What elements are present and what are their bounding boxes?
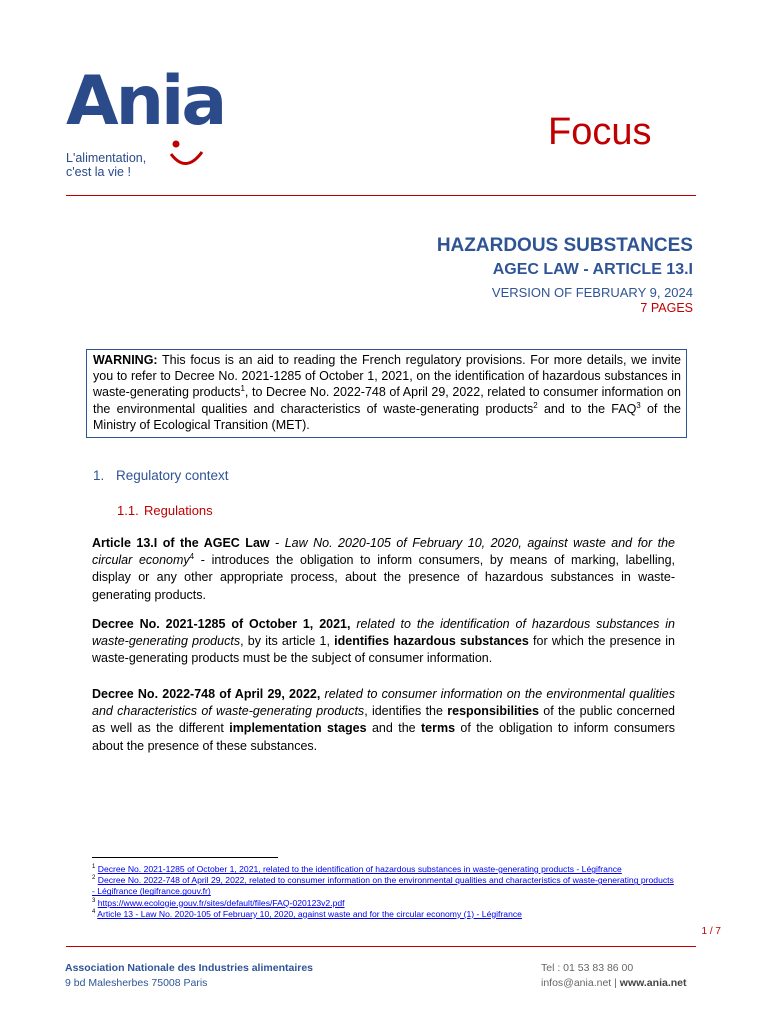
p3-bold-2: responsibilities bbox=[447, 704, 539, 719]
footer-separator: | bbox=[611, 977, 620, 989]
section-heading-1 bbox=[93, 468, 229, 483]
warning-text-2: , to Decree No. 2022-748 of April 29, 2022, related to consumer information on the environmental qualities and characteristics of waste-generating products bbox=[93, 385, 681, 416]
warning-text-1: This focus is an aid to reading the French regulatory provisions. For more details, we invite you to refer to Decree No. 2021-1285 of October 1, 2021, on the identification of hazardous substances in waste-generating products bbox=[93, 353, 681, 400]
document-title: HAZARDOUS SUBSTANCES bbox=[436, 235, 693, 256]
logo-wordmark: Ania bbox=[66, 62, 225, 141]
p2-italic: related to the identification of hazardous substances in waste-generating products bbox=[92, 617, 675, 649]
subsection-title: Regulations bbox=[144, 503, 213, 518]
footnote-link[interactable]: Decree No. 2021-1285 of October 1, 2021, related to the identification of hazardous substances in waste-generating products - Légifrance bbox=[97, 864, 622, 874]
document-subtitle: AGEC LAW - ARTICLE 13.I bbox=[492, 261, 693, 278]
p3-bold: Decree No. 2022-748 of April 29, 2022, bbox=[92, 687, 321, 701]
footnote-ref-2[interactable]: 2 bbox=[533, 400, 538, 410]
subsection-number: 1.1. bbox=[117, 503, 139, 518]
section-title: Regulatory context bbox=[116, 468, 229, 483]
footer-email[interactable]: infos@ania.net bbox=[541, 977, 612, 989]
footnote-4 bbox=[92, 909, 678, 920]
footnote-2 bbox=[92, 875, 678, 897]
warning-label: WARNING: bbox=[93, 353, 158, 367]
warning-box bbox=[86, 349, 687, 438]
footer-contact bbox=[541, 977, 687, 989]
p2-bold: Decree No. 2021-1285 of October 1, 2021, bbox=[92, 617, 351, 631]
p3-text: , identifies the bbox=[364, 704, 448, 719]
document-version: VERSION OF FEBRUARY 9, 2024 bbox=[491, 285, 693, 300]
footer-address: 9 bd Malesherbes 75008 Paris bbox=[65, 977, 208, 989]
footer-phone: Tel : 01 53 83 86 00 bbox=[541, 962, 634, 974]
footnote-number: 4 bbox=[92, 908, 96, 915]
paragraph-decree-2021 bbox=[92, 616, 675, 668]
header-divider bbox=[66, 195, 696, 196]
section-number: 1. bbox=[93, 468, 105, 483]
logo-tagline-1: L'alimentation, bbox=[66, 151, 147, 165]
p1-bold: Article 13.I of the AGEC Law bbox=[92, 536, 270, 550]
title-block bbox=[437, 236, 693, 315]
p2-bold-2: identifies hazardous substances bbox=[334, 634, 529, 649]
footnotes bbox=[92, 864, 678, 920]
paragraph-agec-law bbox=[92, 535, 675, 604]
p1-text-2: - introduces the obligation to inform consumers, by means of marking, labelling, display or any other appropriate process, about the presence of hazardous substances in waste-generating products. bbox=[92, 553, 675, 602]
footer-divider bbox=[66, 946, 696, 947]
footnote-link[interactable]: Decree No. 2022-748 of April 29, 2022, related to consumer information on the environmental qualities and characteristics of waste-generating products - Légifrance (legifrance.gouv.fr) bbox=[92, 875, 674, 897]
p2-text: , by its article 1, bbox=[240, 634, 335, 649]
p1-italic: Law No. 2020-105 of February 10, 2020, against waste and for the circular economy bbox=[92, 536, 675, 568]
footer-association: Association Nationale des Industries alimentaires bbox=[65, 962, 313, 974]
warning-text-3: and to the FAQ bbox=[537, 401, 637, 416]
footnote-link[interactable]: Article 13 - Law No. 2020-105 of February 10, 2020, against waste and for the circular economy (1) - Légifrance bbox=[97, 908, 522, 919]
footnote-ref-3[interactable]: 3 bbox=[636, 400, 641, 410]
logo-tagline-2: c'est la vie ! bbox=[66, 165, 131, 179]
footnote-link[interactable]: https://www.ecologie.gouv.fr/sites/default/files/FAQ-020123v2.pdf bbox=[97, 897, 345, 908]
p3-italic: related to consumer information on the environmental qualities and characteristics of waste-generating products bbox=[92, 687, 675, 719]
section-heading-1-1 bbox=[117, 503, 213, 518]
focus-label: Focus bbox=[548, 111, 652, 153]
paragraph-decree-2022 bbox=[92, 686, 675, 755]
footnote-ref-4[interactable]: 4 bbox=[189, 552, 195, 562]
footnote-ref-1[interactable]: 1 bbox=[240, 384, 245, 394]
footnote-separator bbox=[92, 857, 278, 858]
p3-text-3: and the bbox=[366, 721, 421, 736]
document-page-count: 7 PAGES bbox=[640, 301, 693, 315]
footer-website[interactable]: www.ania.net bbox=[619, 977, 687, 989]
p3-bold-3: implementation stages bbox=[229, 721, 367, 736]
footnote-number: 1 bbox=[92, 864, 96, 871]
p3-text-4: of the obligation to inform consumers about the presence of these substances. bbox=[92, 721, 675, 753]
footnote-3 bbox=[92, 898, 678, 909]
logo-smile-icon bbox=[168, 140, 208, 174]
footnote-number: 2 bbox=[92, 875, 96, 882]
p1-text: - bbox=[269, 536, 285, 550]
p2-text-2: for which the presence in waste-generating products must be the subject of consumer information. bbox=[92, 634, 676, 666]
p3-bold-4: terms bbox=[421, 721, 456, 736]
footnote-number: 3 bbox=[92, 897, 96, 904]
warning-text-4: of the Ministry of Ecological Transition (MET). bbox=[93, 401, 681, 432]
p3-text-2: of the public concerned as well as the different bbox=[92, 704, 675, 736]
page-number: 1 / 7 bbox=[701, 926, 721, 937]
footnote-1 bbox=[92, 864, 678, 875]
